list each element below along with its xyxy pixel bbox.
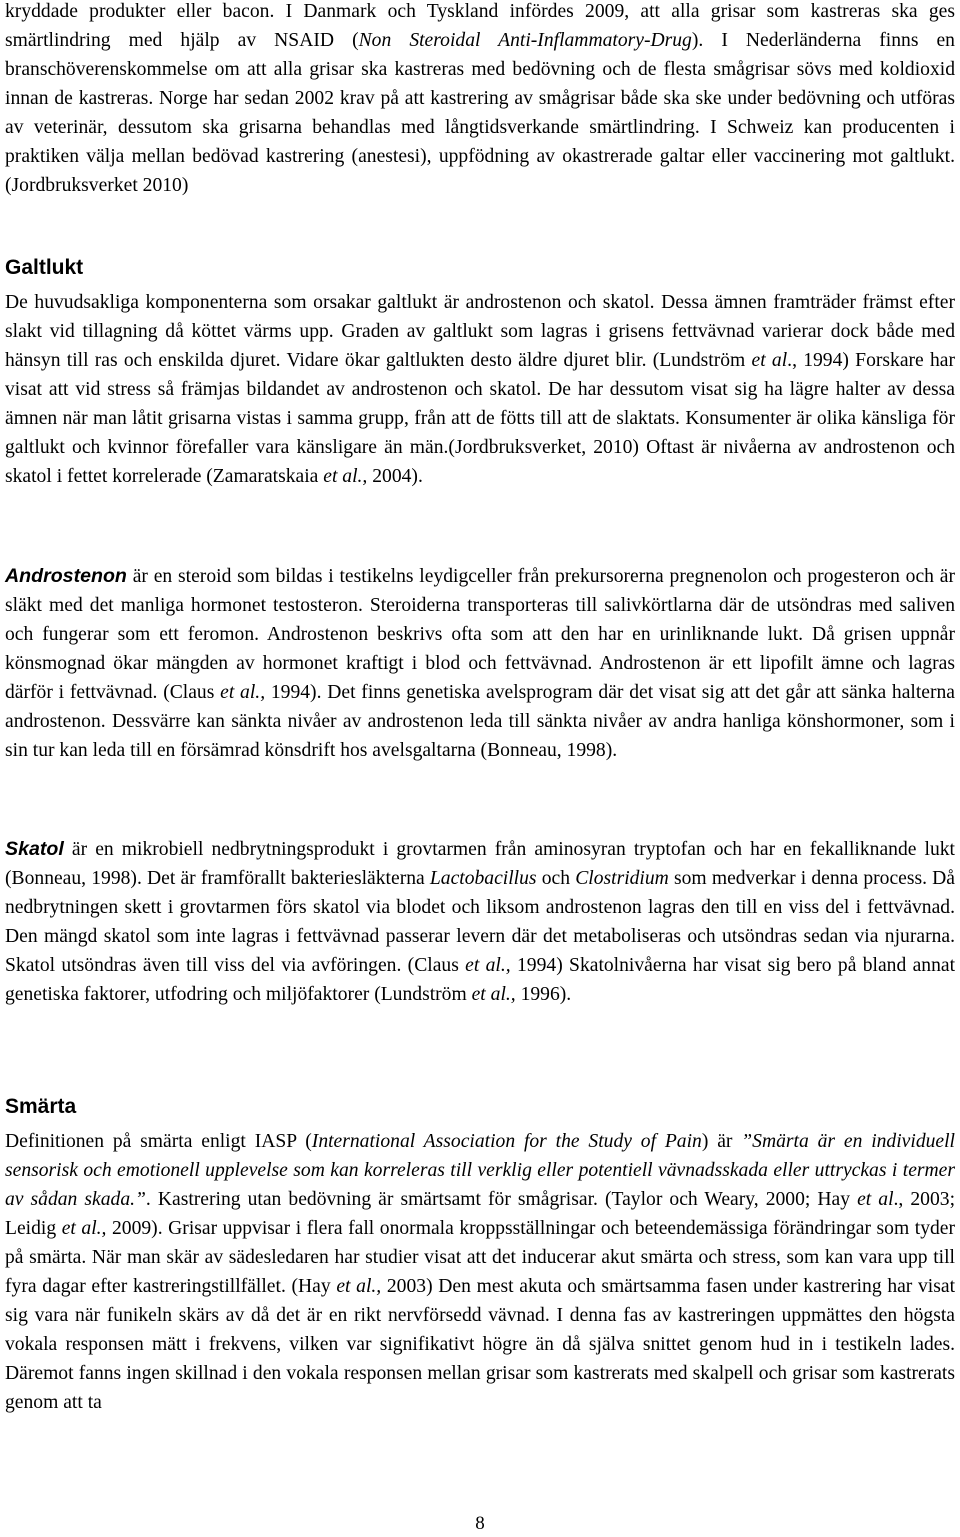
pain-definition-quote: ”Smärta är en individuell sensorisk och emotionell upplevelse som kan korreleras till verklig eller potentiell vävnadsskada eller uttryckas i termer av sådan skada.” xyxy=(5,1131,955,1210)
term-skatol: Skatol xyxy=(5,838,64,860)
section-heading-smarta: Smärta xyxy=(5,1095,77,1118)
skatol-paragraph: Skatol är en mikrobiell nedbrytningsprodukt i grovtarmen från aminosyran tryptofan och har en fekalliknande lukt (Bonneau, 1998). Det är framförallt bakteriesläkterna Lactobacillus och Clostridium som medverkar i denna process. Då nedbrytningen skett i grovtarmen förs skatol via blodet och liksom androstenon lagras den till en viss del i fettvävnad. Den mängd skatol som inte lagras i fettvävnad passerar levern där det metaboliseras och utsöndras sedan via njurarna. Skatol utsöndras även till viss del via avföringen. (Claus et al., 1994) Skatolnivåerna har visat sig bero på bland annat genetiska faktorer, utfodring och miljöfaktorer (Lundström et al., 1996). xyxy=(5,838,956,1005)
smarta-paragraph: Definitionen på smärta enligt IASP (International Association for the Study of Pain) är ”Smärta är en individuell sensorisk och emotionell upplevelse som kan korreleras till verklig eller potentiell vävnadsskada eller uttryckas i termer av sådan skada.”. Kastrering utan bedövning är smärtsamt för smågrisar. (Taylor och Weary, 2000; Hay et al., 2003; Leidig et al., 2009). Grisar uppvisar i flera fall onormala kroppsställningar och beteendemässiga förändringar som tyder på smärta. När man skär av sädesledaren har studier visat att det inducerar akut smärta och stress, som kan vara upp till fyra dagar efter kastreringstillfället. (Hay et al., 2003) Den mest akuta och smärtsamma fasen under kastrering har visat sig vara när funikeln skärs av då det är en rikt nervförsedd vävnad. I denna fas av kastreringen uppmättes den högsta vokala responsen mätt i frekvens, vilken var signifikativt högre än då själva snittet genom hud in i testikeln lades. Däremot fanns ingen skillnad i den vokala responsen mellan grisar som kastrerats med skalpell och grisar som kastrerats genom att ta xyxy=(5,1131,956,1413)
galtlukt-paragraph: De huvudsakliga komponenterna som orsakar galtlukt är androstenon och skatol. Dessa ämnen framträder främst efter slakt vid tillagning då köttet värms upp. Graden av galtlukt som lagras i grisens fettvävnad varierar dock både med hänsyn till ras och enskilda djuret. Vidare ökar galtlukten desto äldre djuret blir. (Lundström et al., 1994) Forskare har visat att vid stress så främjas bildandet av androstenon och skatol. De har dessutom visat sig ha lägre halter av dessa ämnen när man låtit grisarna vistas i samma grupp, från att de fötts till att de slaktats. Konsumenter är olika känsliga för galtlukt och kvinnor förefaller vara känsligare än män.(Jordbruksverket, 2010) Oftast är nivåerna av androstenon och skatol i fettet korrelerade (Zamaratskaia et al., 2004). xyxy=(5,292,956,487)
page-number: 8 xyxy=(475,1513,485,1534)
intro-paragraph: kryddade produkter eller bacon. I Danmark och Tyskland infördes 2009, att alla grisar som kastreras ska ges smärtlindring med hjälp av NSAID (Non Steroidal Anti-Inflammatory-Drug). I Nederländerna finns en branschöverenskommelse om att alla grisar ska kastreras med bedövning och de flesta smågrisar sövs med koldioxid innan de kastreras. Norge har sedan 2002 krav på att kastrering av smågrisar både ska ske under bedövning och utföras av veterinär, dessutom ska grisarna behandlas med långtidsverkande smärtlindring. I Schweiz kan producenten i praktiken välja mellan bedövad kastrering (anestesi), uppfödning av okastrerade galtar eller vaccinering mot galtlukt. (Jordbruksverket 2010) xyxy=(5,1,955,196)
androstenon-paragraph: Androstenon är en steroid som bildas i testikelns leydigceller från prekursorerna pregnenolon och progesteron och är släkt med det manliga hormonet testosteron. Steroiderna transporteras till salivkörtlarna där de utsöndras med saliven och fungerar som ett feromon. Androstenon beskrivs ofta som att den har en urinliknande lukt. Då grisen uppnår könsmognad ökar mängden av hormonet kraftigt i blod och fettvävnad. Androstenon är ett lipofilt ämne och lagras därför i fettvävnad. (Claus et al., 1994). Det finns genetiska avelsprogram där det visat sig att det går att sänka halterna androstenon. Dessvärre kan sänkta nivåer av androstenon leda till sänkta nivåer av andra hanliga könshormoner, som i sin tur kan leda till en försämrad könsdrift hos avelsgaltarna (Bonneau, 1998). xyxy=(5,565,956,761)
nsaid-expansion: Non Steroidal Anti-Inflammatory-Drug xyxy=(358,30,692,51)
section-heading-galtlukt: Galtlukt xyxy=(5,256,84,279)
term-androstenon: Androstenon xyxy=(5,565,127,587)
